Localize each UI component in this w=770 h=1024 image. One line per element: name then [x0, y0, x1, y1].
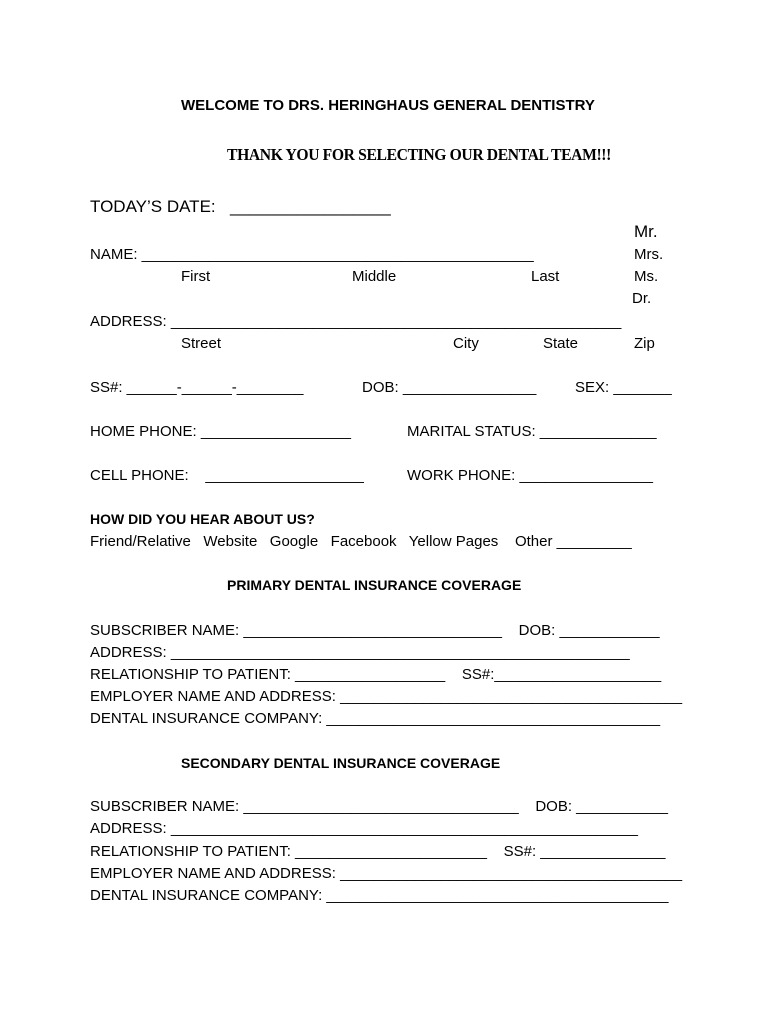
secondary-subscriber-field[interactable]: SUBSCRIBER NAME: _________________________________ DOB: ___________ — [90, 798, 668, 815]
middle-name-caption: Middle — [352, 268, 397, 285]
primary-address-field[interactable]: ADDRESS: _______________________________________________________ — [90, 644, 630, 661]
referral-options[interactable]: Friend/Relative Website Google Facebook Yellow Pages Other _________ — [90, 533, 632, 550]
zip-caption: Zip — [634, 335, 655, 352]
todays-date-field[interactable]: _________________ — [230, 197, 391, 216]
work-phone-field[interactable]: WORK PHONE: ________________ — [407, 467, 653, 484]
secondary-address-field[interactable]: ADDRESS: ________________________________________________________ — [90, 820, 639, 837]
state-caption: State — [543, 335, 579, 352]
todays-date-label: TODAY’S DATE: — [90, 197, 216, 216]
dob-field[interactable]: DOB: ________________ — [362, 379, 537, 396]
secondary-employer-field[interactable]: EMPLOYER NAME AND ADDRESS: _________________________________________ — [90, 865, 683, 882]
primary-insurance-heading: PRIMARY DENTAL INSURANCE COVERAGE — [227, 577, 522, 593]
ss-field[interactable]: SS#: ______-______-________ — [90, 379, 304, 396]
title-option-mrs[interactable]: Mrs. — [634, 246, 664, 263]
cell-phone-field[interactable]: CELL PHONE: ___________________ — [90, 467, 364, 484]
page-title: WELCOME TO DRS. HERINGHAUS GENERAL DENTISTRY — [181, 97, 595, 114]
home-phone-field[interactable]: HOME PHONE: __________________ — [90, 423, 352, 440]
address-field[interactable]: ADDRESS: ______________________________________________________ — [90, 313, 622, 330]
marital-status-field[interactable]: MARITAL STATUS: ______________ — [407, 423, 657, 440]
primary-subscriber-field[interactable]: SUBSCRIBER NAME: _______________________________ DOB: ____________ — [90, 622, 660, 639]
title-option-ms[interactable]: Ms. — [634, 268, 659, 285]
title-option-dr[interactable]: Dr. — [632, 290, 652, 307]
secondary-relationship-field[interactable]: RELATIONSHIP TO PATIENT: _______________________ SS#: _______________ — [90, 843, 666, 860]
secondary-company-field[interactable]: DENTAL INSURANCE COMPANY: _________________________________________ — [90, 887, 669, 904]
primary-employer-field[interactable]: EMPLOYER NAME AND ADDRESS: _________________________________________ — [90, 688, 683, 705]
primary-company-field[interactable]: DENTAL INSURANCE COMPANY: ________________________________________ — [90, 710, 661, 727]
primary-relationship-field[interactable]: RELATIONSHIP TO PATIENT: __________________ SS#:____________________ — [90, 666, 662, 683]
title-option-mr[interactable]: Mr. — [634, 222, 658, 241]
first-name-caption: First — [181, 268, 211, 285]
name-field[interactable]: NAME: _______________________________________________ — [90, 246, 534, 263]
street-caption: Street — [181, 335, 222, 352]
sex-field[interactable]: SEX: _______ — [575, 379, 672, 396]
thank-you-heading: THANK YOU FOR SELECTING OUR DENTAL TEAM!!! — [227, 145, 611, 164]
last-name-caption: Last — [531, 268, 560, 285]
referral-question: HOW DID YOU HEAR ABOUT US? — [90, 511, 315, 527]
city-caption: City — [453, 335, 479, 352]
secondary-insurance-heading: SECONDARY DENTAL INSURANCE COVERAGE — [181, 755, 501, 771]
